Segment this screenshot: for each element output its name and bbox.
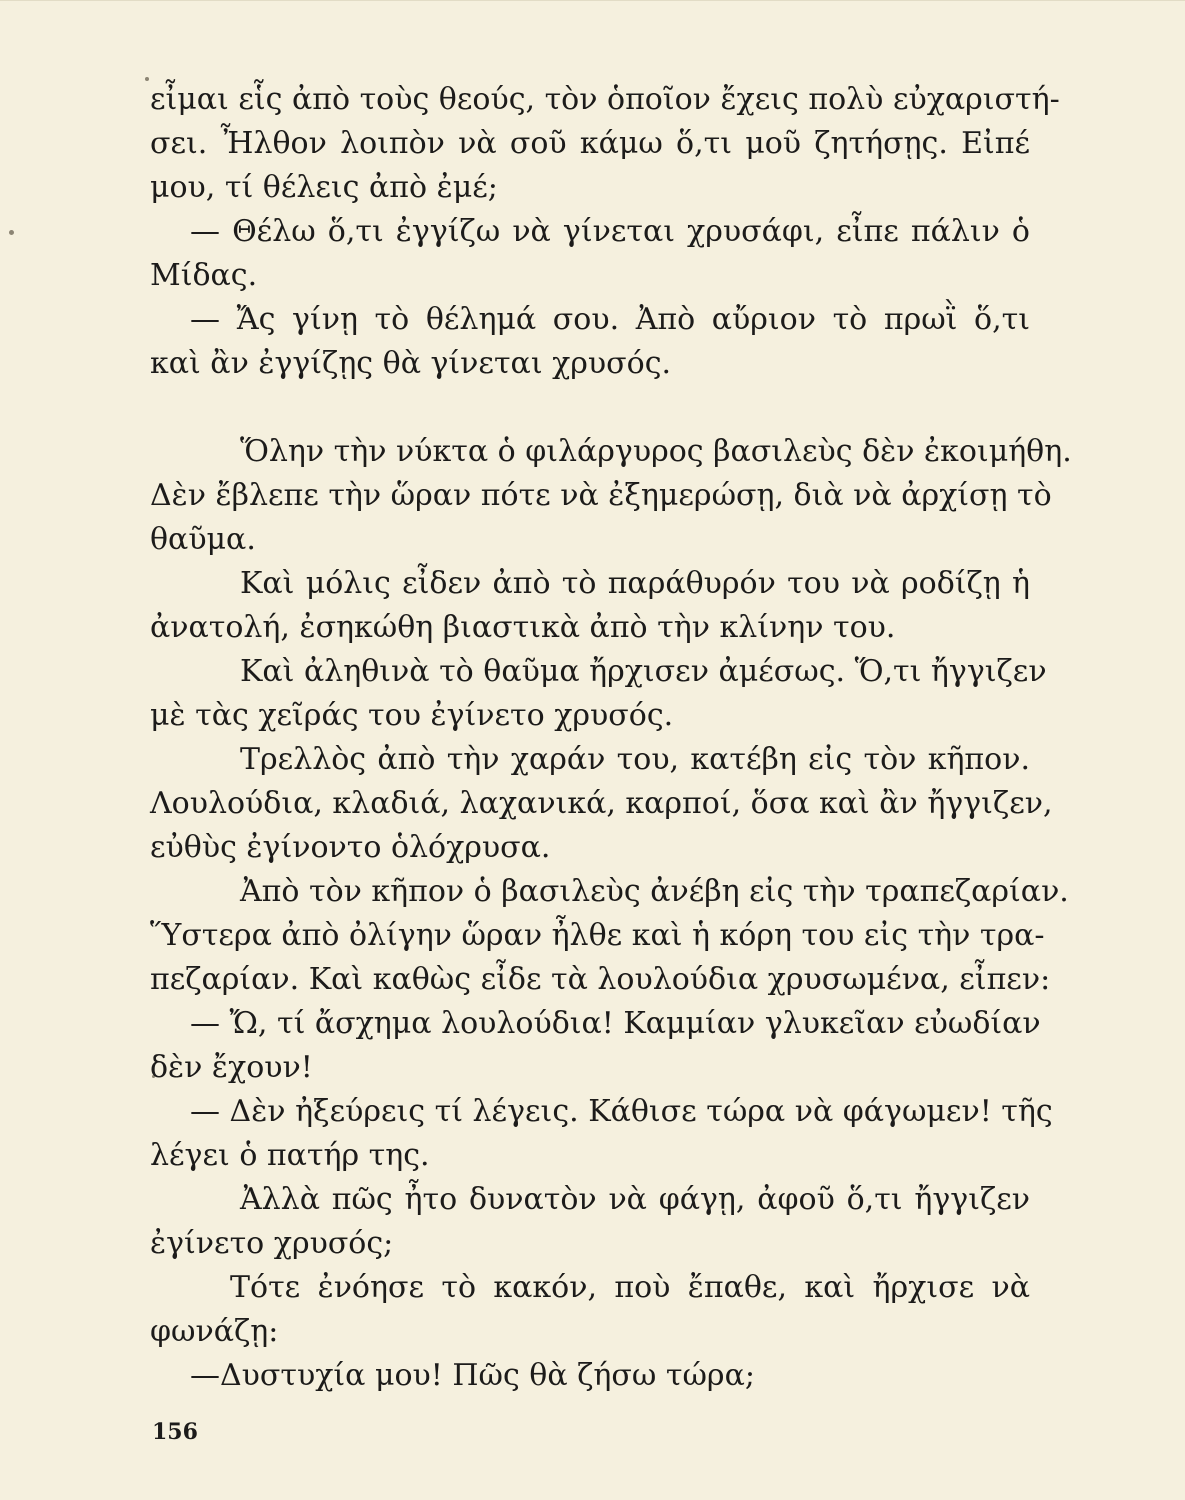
text-line: Μίδας. — [150, 258, 258, 293]
text-line: φωνάζῃ: — [150, 1314, 279, 1349]
text-line: εἶμαι εἷς ἀπὸ τοὺς θεούς, τὸν ὁποῖον ἔχεις πολὺ εὐχαριστή- — [150, 82, 1060, 117]
text-line: λέγει ὁ πατήρ της. — [150, 1138, 430, 1173]
text-line: θαῦμα. — [150, 522, 256, 557]
text-line: Ἀλλὰ πῶς ἦτο δυνατὸν νὰ φάγῃ, ἀφοῦ ὅ,τι ἤγγιζεν — [240, 1182, 1030, 1217]
print-speck — [9, 230, 14, 235]
text-line: — Ὤ, τί ἄσχημα λουλούδια! Καμμίαν γλυκεῖαν εὐωδίαν — [190, 1006, 1041, 1041]
text-line: ἀνατολή, ἐσηκώθη βιαστικὰ ἀπὸ τὴν κλίνην του. — [150, 610, 896, 645]
text-line: μὲ τὰς χεῖράς του ἐγίνετο χρυσός. — [150, 698, 674, 733]
text-line: — Ἄς γίνῃ τὸ θέλημά σου. Ἀπὸ αὔριον τὸ πρωῒ ὅ,τι — [190, 302, 1030, 337]
text-line: Λουλούδια, κλαδιά, λαχανικά, καρποί, ὅσα καὶ ἂν ἤγγιζεν, — [150, 786, 1053, 821]
text-line: Καὶ μόλις εἶδεν ἀπὸ τὸ παράθυρόν του νὰ ροδίζῃ ἡ — [240, 566, 1030, 601]
text-line: σει. Ἦλθον λοιπὸν νὰ σοῦ κάμω ὅ,τι μοῦ ζητήσῃς. Εἰπέ — [150, 126, 1030, 161]
text-line: —Δυστυχία μου! Πῶς θὰ ζήσω τώρα; — [190, 1358, 755, 1393]
text-line: Καὶ ἀληθινὰ τὸ θαῦμα ἤρχισεν ἀμέσως. Ὅ,τι ἤγγιζεν — [240, 654, 1047, 689]
text-line: Δὲν ἔβλεπε τὴν ὥραν πότε νὰ ἐξημερώσῃ, διὰ νὰ ἀρχίσῃ τὸ — [150, 478, 1052, 513]
print-speck — [145, 77, 149, 81]
text-line: — Δὲν ἠξεύρεις τί λέγεις. Κάθισε τώρα νὰ φάγωμεν! τῆς — [190, 1094, 1053, 1129]
text-line: Ὕστερα ἀπὸ ὀλίγην ὥραν ἦλθε καὶ ἡ κόρη του εἰς τὴν τρα- — [150, 918, 1045, 953]
text-line: δὲν ἔχουν! — [150, 1050, 313, 1085]
text-line: εὐθὺς ἐγίνοντο ὁλόχρυσα. — [150, 830, 551, 865]
text-line: Τρελλὸς ἀπὸ τὴν χαράν του, κατέβη εἰς τὸν κῆπον. — [240, 742, 1030, 777]
text-line: Ἀπὸ τὸν κῆπον ὁ βασιλεὺς ἀνέβη εἰς τὴν τραπεζαρίαν. — [240, 874, 1069, 909]
text-line: Ὅλην τὴν νύκτα ὁ φιλάργυρος βασιλεὺς δὲν ἐκοιμήθη. — [240, 434, 1072, 469]
text-line: πεζαρίαν. Καὶ καθὼς εἶδε τὰ λουλούδια χρυσωμένα, εἶπεν: — [150, 962, 1051, 997]
page-number: 156 — [152, 1419, 198, 1445]
text-line: ἐγίνετο χρυσός; — [150, 1226, 394, 1261]
text-line: Τότε ἐνόησε τὸ κακόν, ποὺ ἔπαθε, καὶ ἤρχισε νὰ — [230, 1270, 1030, 1305]
text-line: καὶ ἂν ἐγγίζῃς θὰ γίνεται χρυσός. — [150, 346, 672, 381]
text-line: — Θέλω ὅ,τι ἐγγίζω νὰ γίνεται χρυσάφι, εἶπε πάλιν ὁ — [190, 214, 1030, 249]
text-line: μου, τί θέλεις ἀπὸ ἐμέ; — [150, 170, 498, 205]
